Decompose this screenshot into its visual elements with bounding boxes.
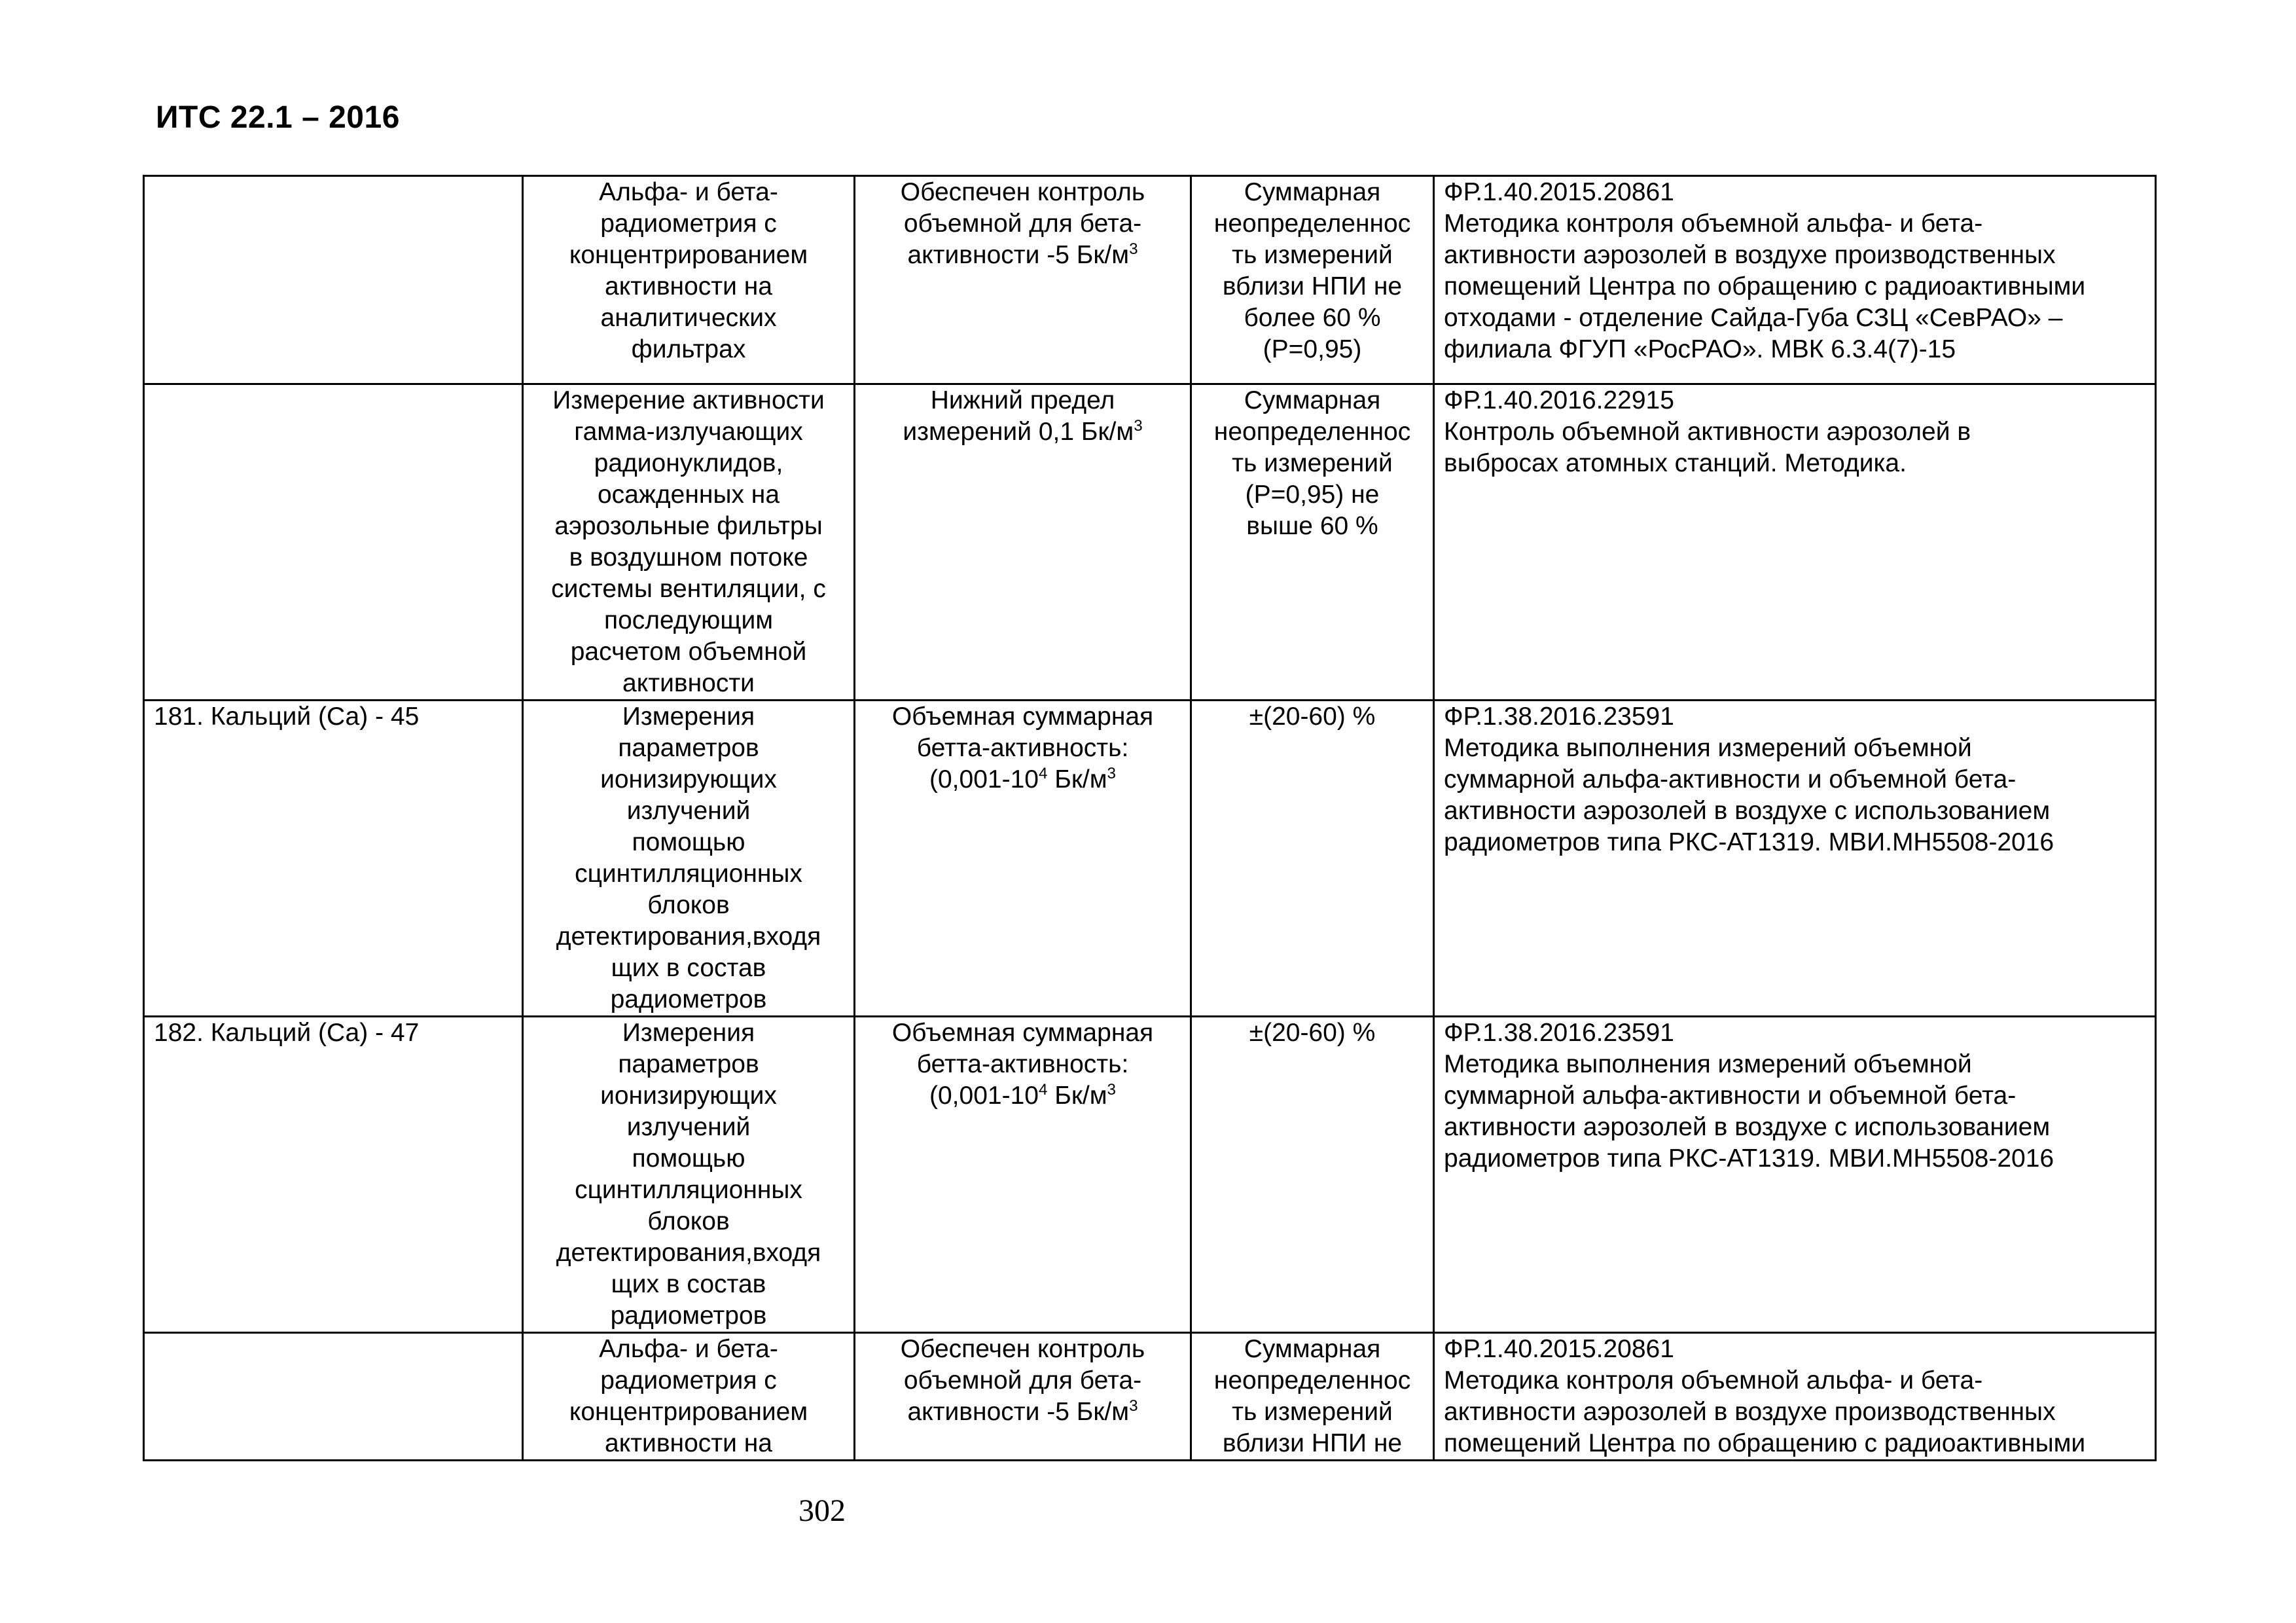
superscript: 3 — [1134, 417, 1143, 435]
range-text-unit: Бк/м — [1047, 765, 1107, 793]
accuracy-cell: Суммарная неопределеннос ть измерений вблизи НПИ не более 60 % (P=0,95) — [1191, 176, 1434, 384]
superscript: 4 — [1038, 1081, 1048, 1099]
range-text: Обеспечен контроль объемной для бета- активности -5 Бк/м — [900, 178, 1145, 269]
document-cell: ФР.1.40.2015.20861 Методика контроля объемной альфа- и бета- активности аэрозолей в воздухе производственных помещений Центра по обращению с радиоактивными — [1434, 1333, 2156, 1461]
superscript: 3 — [1107, 1081, 1116, 1099]
range-text: Обеспечен контроль объемной для бета- активности -5 Бк/м — [900, 1335, 1145, 1426]
method-cell: Измерения параметров ионизирующих излучений помощью сцинтилляционных блоков детектирования,входя щих в состав радиометров — [523, 701, 855, 1017]
accuracy-cell: Суммарная неопределеннос ть измерений вблизи НПИ не — [1191, 1333, 1434, 1461]
method-cell: Измерение активности гамма-излучающих радионуклидов, осажденных на аэрозольные фильтры в воздушном потоке системы вентиляции, с последующим расчетом объемной активности — [523, 384, 855, 701]
document-cell: ФР.1.40.2016.22915 Контроль объемной активности аэрозолей в выбросах атомных станций. Методика. — [1434, 384, 2156, 701]
document-title: ИТС 22.1 – 2016 — [156, 100, 400, 135]
data-table — [143, 175, 2157, 1461]
substance-cell: 182. Кальций (Са) - 47 — [144, 1017, 523, 1333]
table-row — [144, 176, 2156, 384]
table-row — [144, 1333, 2156, 1461]
accuracy-cell: ±(20-60) % — [1191, 1017, 1434, 1333]
range-cell — [855, 1017, 1191, 1333]
table-row — [144, 1017, 2156, 1333]
range-cell — [855, 701, 1191, 1017]
superscript: 3 — [1129, 1397, 1138, 1415]
range-text-unit: Бк/м — [1047, 1082, 1107, 1110]
method-cell: Измерения параметров ионизирующих излучений помощью сцинтилляционных блоков детектирования,входя щих в состав радиометров — [523, 1017, 855, 1333]
range-cell — [855, 1333, 1191, 1461]
range-text: Объемная суммарная бетта-активность: (0,001-10 — [891, 702, 1154, 793]
page-number: 302 — [798, 1493, 846, 1528]
superscript: 3 — [1129, 240, 1138, 258]
table-row — [144, 701, 2156, 1017]
range-text: Нижний предел измерений 0,1 Бк/м — [903, 386, 1134, 446]
superscript: 3 — [1107, 765, 1116, 782]
substance-cell — [144, 384, 523, 701]
accuracy-cell: Суммарная неопределеннос ть измерений (P=0,95) не выше 60 % — [1191, 384, 1434, 701]
superscript: 4 — [1038, 765, 1048, 782]
range-text: Объемная суммарная бетта-активность: (0,001-10 — [891, 1019, 1154, 1110]
substance-cell — [144, 176, 523, 384]
table-row — [144, 384, 2156, 701]
method-cell: Альфа- и бета- радиометрия с концентрированием активности на — [523, 1333, 855, 1461]
document-cell: ФР.1.38.2016.23591 Методика выполнения измерений объемной суммарной альфа-активности и объемной бета- активности аэрозолей в воздухе с использованием радиометров типа РКС-АТ1319. МВИ.МН5508-2016 — [1434, 1017, 2156, 1333]
range-cell — [855, 176, 1191, 384]
substance-cell — [144, 1333, 523, 1461]
range-cell — [855, 384, 1191, 701]
accuracy-cell: ±(20-60) % — [1191, 701, 1434, 1017]
method-cell: Альфа- и бета- радиометрия с концентрированием активности на аналитических фильтрах — [523, 176, 855, 384]
substance-cell: 181. Кальций (Са) - 45 — [144, 701, 523, 1017]
document-cell: ФР.1.40.2015.20861 Методика контроля объемной альфа- и бета- активности аэрозолей в воздухе производственных помещений Центра по обращению с радиоактивными отходами - отделение Сайда-Губа СЗЦ «СевРАО» – филиала ФГУП «РосРАО». МВК 6.3.4(7)-15 — [1434, 176, 2156, 384]
document-cell: ФР.1.38.2016.23591 Методика выполнения измерений объемной суммарной альфа-активности и объемной бета- активности аэрозолей в воздухе с использованием радиометров типа РКС-АТ1319. МВИ.МН5508-2016 — [1434, 701, 2156, 1017]
